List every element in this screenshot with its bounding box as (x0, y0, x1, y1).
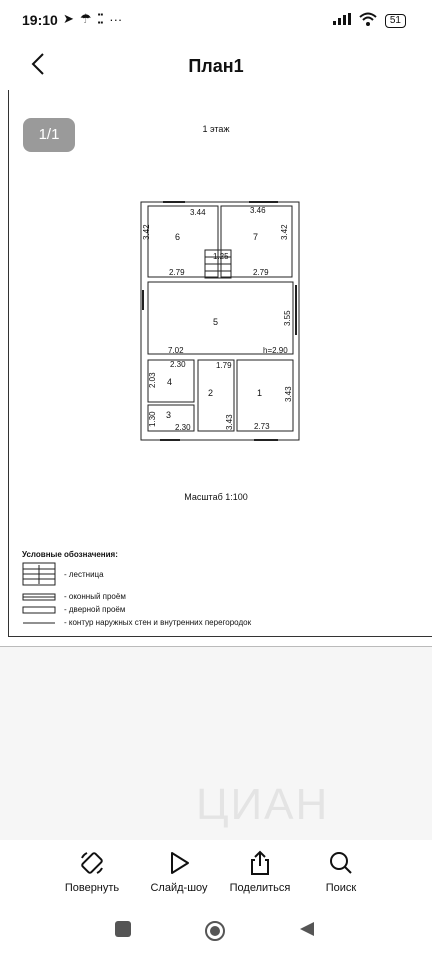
signal-icon (333, 13, 351, 28)
wifi-icon (359, 12, 377, 29)
plan-outer-wall (141, 202, 299, 440)
watermark-logo: ЦИАН (196, 780, 330, 829)
rotate-button[interactable] (52, 850, 132, 894)
more-dots-icon: ··· (109, 11, 123, 27)
triangle-back-icon (298, 920, 316, 938)
status-bar (0, 0, 432, 44)
room-label: 5 (213, 317, 219, 327)
legend-item-stairs (22, 562, 104, 586)
dimension-label: 3.43 (225, 414, 234, 430)
room-label: 1 (257, 388, 263, 398)
legend-title: Условные обозначения: (22, 550, 118, 559)
dimension-label: 2.79 (169, 268, 185, 277)
room-label: 3 (166, 410, 172, 420)
legend-label: - лестница (64, 569, 104, 579)
page-indicator: 1/1 (23, 118, 75, 152)
room-6-outline (148, 206, 218, 277)
dimension-label: 2.73 (254, 422, 270, 431)
square-icon (114, 920, 132, 938)
status-left-icons (63, 11, 122, 27)
slideshow-button[interactable] (139, 850, 219, 894)
window-legend-symbol (22, 593, 56, 601)
dimension-label: 2.30 (170, 360, 186, 369)
battery-icon: 51 (385, 14, 406, 28)
dimension-label: 2.30 (175, 423, 191, 432)
page-title: План1 (188, 56, 244, 76)
share-label: Поделиться (229, 882, 291, 894)
dimension-label: 3.55 (283, 310, 292, 326)
dimension-label: 1.30 (148, 411, 157, 427)
dimension-label: 3.43 (284, 386, 293, 402)
play-icon (139, 850, 219, 878)
search-button[interactable] (301, 850, 381, 894)
dimension-label: h=2.90 (263, 346, 288, 355)
legend-label: - контур наружных стен и внутренних перегородок (64, 618, 252, 627)
legend-label: - дверной проём (64, 605, 126, 614)
umbrella-icon: ☂ (79, 11, 92, 26)
document-viewer[interactable] (0, 90, 432, 647)
dimension-label: 2.03 (148, 372, 157, 388)
recents-button[interactable] (114, 920, 132, 943)
home-button[interactable] (204, 920, 226, 947)
room-label: 2 (208, 388, 214, 398)
room-label: 7 (253, 232, 259, 242)
legend-item-window (22, 592, 126, 601)
legend-item-walls (22, 618, 251, 627)
status-time: 19:10 (22, 12, 58, 28)
legend-item-door (22, 605, 125, 614)
app-header (0, 44, 432, 90)
circle-icon (204, 920, 226, 942)
status-right-icons (333, 12, 406, 29)
dimension-label: 1.25 (213, 252, 229, 261)
system-nav-bar (0, 906, 432, 960)
dimension-label: 1.79 (216, 361, 232, 370)
back-nav-button[interactable] (298, 920, 316, 943)
search-label: Поиск (325, 882, 357, 894)
door-legend-symbol (22, 606, 56, 614)
dimension-label: 3.42 (280, 224, 289, 240)
dimension-label: 2.79 (253, 268, 269, 277)
dimension-label: 3.44 (190, 208, 206, 217)
legend-label: - оконный проём (64, 592, 126, 601)
room-label: 4 (167, 377, 173, 387)
rotate-label: Повернуть (64, 882, 120, 894)
dimension-label: 3.42 (142, 224, 151, 240)
dimension-label: 7.02 (168, 346, 184, 355)
share-icon (220, 850, 300, 878)
dimension-label: 3.46 (250, 206, 266, 215)
bottom-toolbar (0, 840, 432, 906)
share-button[interactable] (220, 850, 300, 894)
wall-legend-symbol (22, 620, 56, 626)
telegram-icon: ➤ (63, 11, 74, 26)
slideshow-label: Слайд-шоу (150, 882, 208, 894)
room-label: 6 (175, 232, 181, 242)
floor-label: 1 этаж (202, 124, 230, 134)
detmir-icon: ▪▪ ▪▪ (97, 10, 104, 27)
rotate-icon (52, 850, 132, 878)
search-icon (301, 850, 381, 878)
stairs-legend-symbol (22, 562, 56, 586)
room-5-outline (148, 282, 293, 354)
scale-label: Масштаб 1:100 (184, 492, 248, 502)
